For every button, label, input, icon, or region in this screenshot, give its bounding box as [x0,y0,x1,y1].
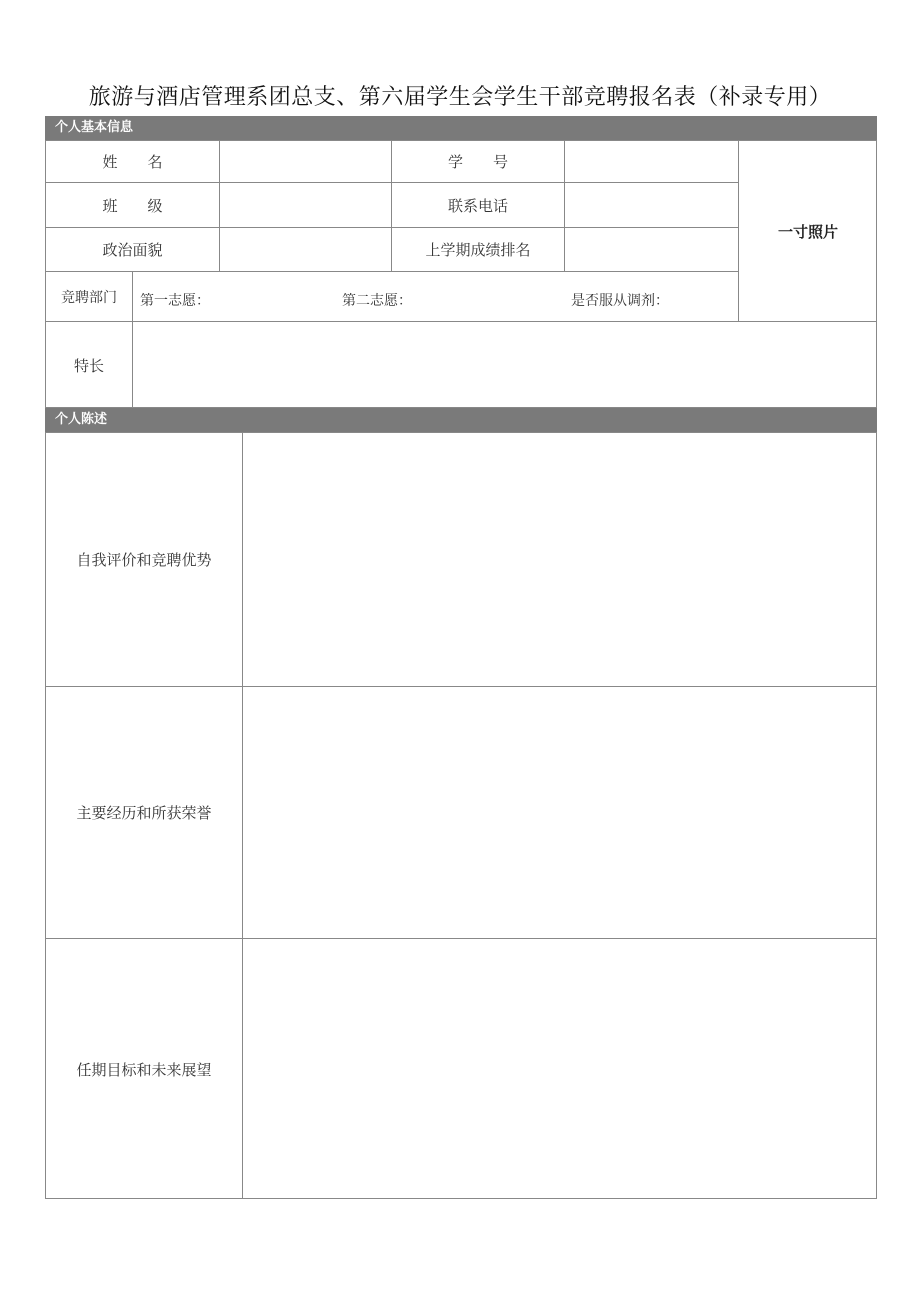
form-title: 旅游与酒店管理系团总支、第六届学生会学生干部竞聘报名表（补录专用） [88,85,832,110]
grade-rank-label: 上学期成绩排名 [425,241,531,259]
political-status-field[interactable] [220,228,391,271]
name-field[interactable] [220,141,391,182]
grade-rank-field[interactable] [565,228,738,271]
goals-label: 任期目标和未来展望 [76,1060,212,1079]
goals-field[interactable] [243,939,877,1199]
photo-placeholder[interactable]: 一寸照片 [777,222,838,241]
class-field[interactable] [220,183,391,227]
experience-field[interactable] [243,687,877,938]
department-label: 竞聘部门 [61,289,117,306]
specialty-field[interactable] [133,322,877,408]
specialty-label: 特长 [73,356,104,375]
class-label: 班级 [102,196,193,215]
experience-label: 主要经历和所获荣誉 [76,804,212,822]
adjust-label: 是否服从调剂： [571,293,669,309]
student-id-field[interactable] [565,141,738,182]
second-choice-label: 第二志愿： [342,293,412,309]
self-evaluation-field[interactable] [243,433,877,686]
self-evaluation-label: 自我评价和竞聘优势 [76,551,212,569]
statement-table [45,432,877,1199]
section-header-basic-info: 个人基本信息 [45,116,877,140]
phone-label: 联系电话 [447,196,508,215]
basic-info-table [45,140,877,408]
political-status-label: 政治面貌 [102,241,163,259]
section-header-statement: 个人陈述 [45,408,877,432]
phone-field[interactable] [565,183,738,227]
student-id-label: 学号 [447,153,538,171]
first-choice-label: 第一志愿： [140,293,210,309]
name-label: 姓名 [102,153,193,171]
